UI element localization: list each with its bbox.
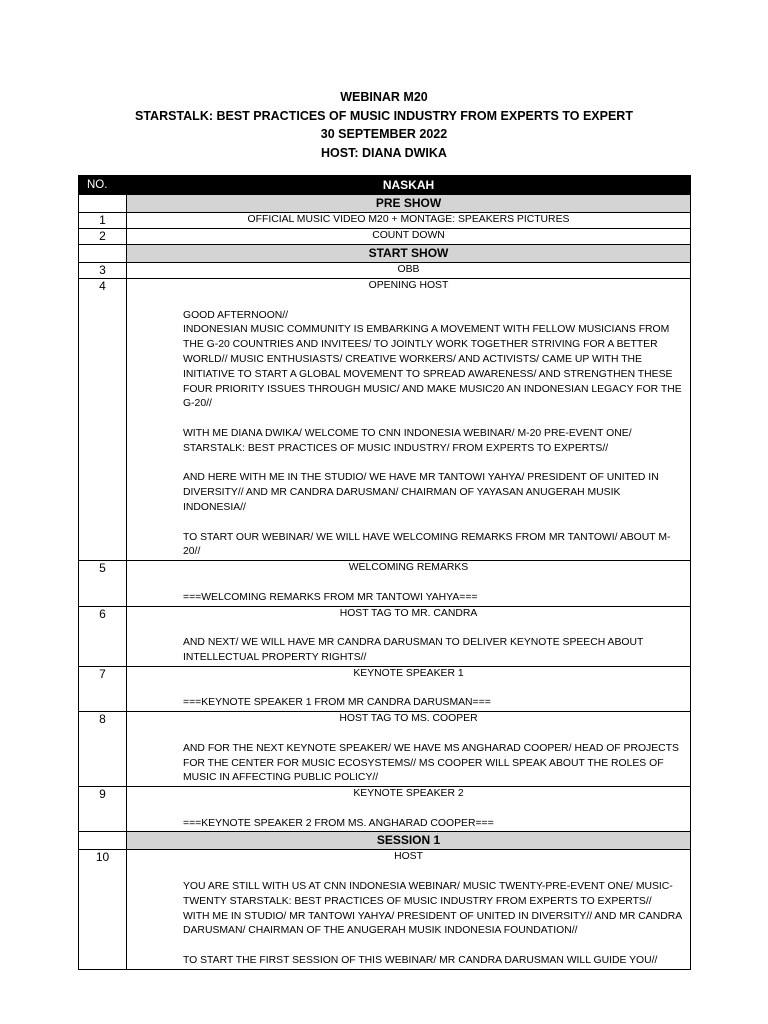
table-row	[79, 263, 691, 279]
row-number: 4	[79, 279, 127, 561]
row-title: HOST	[394, 851, 423, 863]
row-content	[127, 850, 691, 969]
table-row	[79, 561, 691, 606]
table-row	[79, 666, 691, 711]
row-number: 8	[79, 712, 127, 787]
section-label-pre-show: PRE SHOW	[127, 195, 691, 213]
script-paragraph: AND NEXT/ WE WILL HAVE MR CANDRA DARUSMAN TO DELIVER KEYNOTE SPEECH ABOUT INTELLECTUAL PROPERTY RIGHTS//	[183, 637, 644, 663]
script-paragraph: ===KEYNOTE SPEAKER 2 FROM MS. ANGHARAD COOPER===	[183, 817, 494, 829]
section-row-pre-show	[79, 195, 691, 213]
script-paragraph: INDONESIAN MUSIC COMMUNITY IS EMBARKING A MOVEMENT WITH FELLOW MUSICIANS FROM THE G-20 COUNTRIES AND INVITEES/ TO JOINTLY WORK TOGETHER STRIVING FOR A BETTER WORLD// MUSIC ENTHUSIASTS/ CREATIVE WORKERS/ AND ACTIVISTS/ CAME UP WITH THE INITIATIVE TO START A GLOBAL MOVEMENT TO SPREAD AWARENESS/ AND STRENGTHEN THESE FOUR PRIORITY ISSUES THROUGH MUSIC/ AND MAKE MUSIC20 AN INDONESIAN LEGACY FOR THE G-20//	[183, 324, 682, 410]
row-number: 6	[79, 606, 127, 666]
row-number: 7	[79, 666, 127, 711]
script-paragraph: AND HERE WITH ME IN THE STUDIO/ WE HAVE MR TANTOWI YAHYA/ PRESIDENT OF UNITED IN DIVERSITY// AND MR CANDRA DARUSMAN/ CHAIRMAN OF YAYASAN ANUGERAH MUSIK INDONESIA//	[183, 472, 659, 513]
rundown-table	[78, 175, 691, 970]
section-label-session-1: SESSION 1	[127, 832, 691, 850]
script-paragraph: WITH ME IN STUDIO/ MR TANTOWI YAHYA/ PRESIDENT OF UNITED IN DIVERSITY// AND MR CANDRA DARUSMAN/ CHAIRMAN OF THE ANUGERAH MUSIK INDONESIA FOUNDATION//	[183, 910, 682, 937]
section-no-cell	[79, 245, 127, 263]
row-title: OFFICIAL MUSIC VIDEO M20 + MONTAGE: SPEAKERS PICTURES	[247, 214, 570, 225]
row-number: 3	[79, 263, 127, 279]
section-no-cell	[79, 832, 127, 850]
script-paragraph: TO START OUR WEBINAR/ WE WILL HAVE WELCOMING REMARKS FROM MR TANTOWI/ ABOUT M-20//	[183, 531, 671, 558]
table-row	[79, 213, 691, 229]
script-paragraph: ===KEYNOTE SPEAKER 1 FROM MR CANDRA DARUSMAN===	[183, 697, 491, 709]
row-title: OPENING HOST	[368, 280, 449, 291]
row-title: WELCOMING REMARKS	[348, 562, 469, 574]
table-row	[79, 850, 691, 969]
table-row	[79, 606, 691, 666]
table-row	[79, 229, 691, 245]
table-row	[79, 279, 691, 561]
row-title: KEYNOTE SPEAKER 2	[353, 788, 464, 800]
script-paragraph: WITH ME DIANA DWIKA/ WELCOME TO CNN INDONESIA WEBINAR/ M-20 PRE-EVENT ONE/ STARSTALK: BEST PRACTICES OF MUSIC INDUSTRY/ FROM EXPERTS TO EXPERTS//	[183, 427, 632, 454]
row-content	[127, 666, 691, 711]
row-content	[127, 229, 691, 245]
row-title: HOST TAG TO MR. CANDRA	[339, 607, 478, 619]
webinar-subtitle: STARSTALK: BEST PRACTICES OF MUSIC INDUSTRY FROM EXPERTS TO EXPERT	[135, 108, 633, 123]
row-content	[127, 561, 691, 606]
webinar-host: HOST: DIANA DWIKA	[321, 145, 447, 160]
script-paragraph: ===WELCOMING REMARKS FROM MR TANTOWI YAHYA===	[183, 591, 478, 603]
row-content	[127, 279, 691, 561]
row-number: 5	[79, 561, 127, 606]
table-row	[79, 712, 691, 787]
script-paragraph: GOOD AFTERNOON//	[183, 309, 289, 321]
section-no-cell	[79, 195, 127, 213]
row-title: HOST TAG TO MS. COOPER	[339, 713, 478, 725]
row-title: KEYNOTE SPEAKER 1	[353, 667, 464, 679]
webinar-title: WEBINAR M20	[340, 90, 428, 104]
row-content	[127, 712, 691, 787]
row-number: 1	[79, 213, 127, 229]
row-number: 9	[79, 787, 127, 832]
table-row	[79, 787, 691, 832]
row-number: 2	[79, 229, 127, 245]
row-content	[127, 606, 691, 666]
section-row-session-1	[79, 832, 691, 850]
column-header-no: NO.	[79, 176, 127, 195]
section-row-start-show	[79, 245, 691, 263]
row-content	[127, 263, 691, 279]
row-content	[127, 213, 691, 229]
row-title: OBB	[397, 264, 420, 275]
script-paragraph: AND FOR THE NEXT KEYNOTE SPEAKER/ WE HAVE MS ANGHARAD COOPER/ HEAD OF PROJECTS FOR THE CENTER FOR MUSIC ECOSYSTEMS// MS COOPER WILL SPEAK ABOUT THE ROLES OF MUSIC IN AFFECTING PUBLIC POLICY//	[183, 742, 679, 784]
column-header-naskah: NASKAH	[127, 176, 691, 195]
webinar-date: 30 SEPTEMBER 2022	[320, 127, 448, 141]
document-title-block	[0, 88, 768, 162]
row-title: COUNT DOWN	[372, 230, 445, 241]
section-label-start-show: START SHOW	[127, 245, 691, 263]
row-content	[127, 787, 691, 832]
table-header-row	[79, 176, 691, 195]
script-paragraph: YOU ARE STILL WITH US AT CNN INDONESIA WEBINAR/ MUSIC TWENTY-PRE-EVENT ONE/ MUSIC-TWENTY STARSTALK: BEST PRACTICES OF MUSIC INDUSTRY FROM EXPERTS TO EXPERTS//	[183, 881, 673, 907]
row-number: 10	[79, 850, 127, 969]
script-paragraph: TO START THE FIRST SESSION OF THIS WEBINAR/ MR CANDRA DARUSMAN WILL GUIDE YOU//	[183, 955, 658, 967]
